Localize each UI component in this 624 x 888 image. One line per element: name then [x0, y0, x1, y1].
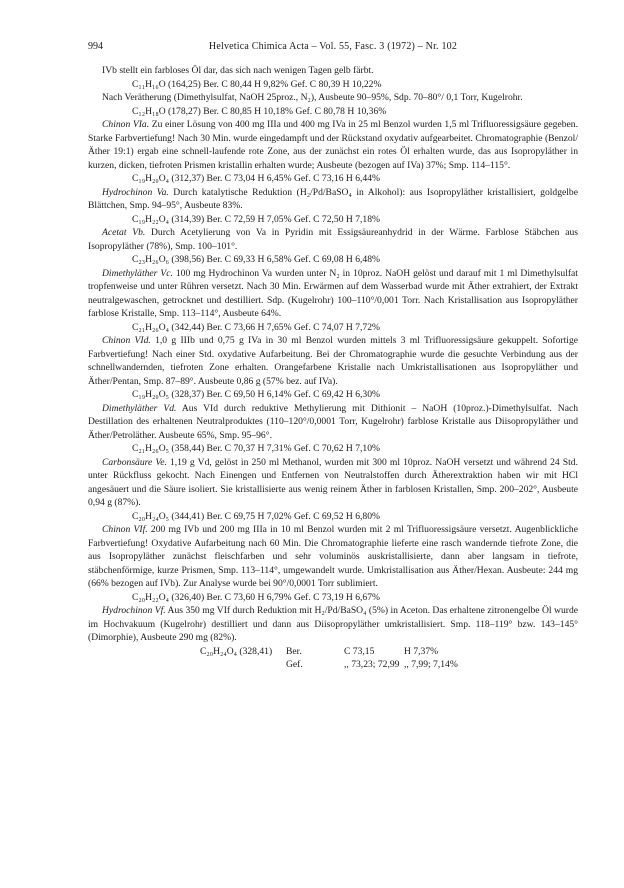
- experimental-paragraph: [88, 402, 578, 443]
- paragraph-text: 1,0 g IIIb und 0,75 g IVa in 30 ml Benzol wurden mittels 3 ml Trifluoressigsäure gekuppelt. Sofortige Farbvertiefung! Nach einer Std. oxydative Aufarbeitung. Bei der Chromatographie wurde die gesuchte Verbindung aus der schnellwandernden, tiefroten Zone erhalten. Orangefarbene Kristalle nach Umkristallisationen aus Isopropyläther und Äther/Pentan, Smp. 87–89°. Ausbeute 0,86 g (57% bez. auf IVa).: [88, 335, 579, 387]
- compound-heading: Dimethyläther Vc.: [102, 267, 173, 279]
- analysis-line: C₂₃H₂₆O₆ (398,56) Ber. C 69,33 H 6,58% Gef. C 69,08 H 6,48%: [132, 254, 381, 265]
- paragraph-text: Durch katalytische Reduktion (H₂/Pd/BaSO₄ in Alkohol): aus Isopropyläther kristallisiert, goldgelbe Blättchen, Smp. 94–95°, Ausbeute 83%.: [88, 186, 578, 211]
- running-title: Helvetica Chimica Acta – Vol. 55, Fasc. 3 (1972) – Nr. 102: [208, 41, 458, 52]
- experimental-paragraph: [88, 186, 578, 213]
- compound-heading: Carbonsäure Ve.: [102, 456, 167, 468]
- experimental-paragraph: [88, 456, 578, 510]
- analysis-label: Ber.: [286, 645, 302, 657]
- paragraph-text: Aus 350 mg VIf durch Reduktion mit H₂/Pd/BaSO₄ (5%) in Aceton. Das erhaltene zitronengelbe Öl wurde im Hochvakuum (Kugelrohr) destilliert und dann aus Diisopropyläther umkristallisiert. Smp. 118–119° bzw. 143–145° (Dimorphie), Ausbeute 290 mg (82%).: [88, 605, 579, 643]
- paragraph-text: Aus VId durch reduktive Methylierung mit Dithionit – NaOH (10proz.)-Dimethylsulfat. Nach Destillation des erhaltenen Neutralproduktes (110–120°/0,0001 Torr, Kugelrohr) farblose Kristalle aus Diisopropyläther und Äther/Petroläther. Ausbeute 65%, Smp. 95–96°.: [88, 402, 579, 441]
- analysis-line: C₂₁H₂₆O₄ (342,44) Ber. C 73,66 H 7,65% Gef. C 74,07 H 7,72%: [132, 321, 381, 333]
- analysis-line: C₁₁H₁₆O (164,25) Ber. C 80,44 H 9,82% Gef. C 80,39 H 10,22%: [132, 78, 382, 90]
- analysis-label: Gef.: [286, 659, 303, 670]
- analysis-formula: C₂₀H₂₄O₄ (328,41): [200, 645, 273, 657]
- analysis-line: C₁₉H₂₀O₅ (328,37) Ber. C 69,50 H 6,14% Gef. C 69,42 H 6,30%: [132, 389, 381, 400]
- analysis-line: C₂₁H₂₆O₅ (358,44) Ber. C 70,37 H 7,31% Gef. C 70,62 H 7,10%: [132, 443, 381, 454]
- paragraph-text: 1,19 g Vd, gelöst in 250 ml Methanol, wurden mit 300 ml 10proz. NaOH versetzt und während 24 Std. unter Rückfluss gekocht. Nach Einengen und Entfernen von Neutralstoffen durch Ätherextraktion haben wir mit HCl angesäuert und die Säure isoliert. Sie kristallisierte aus wenig reinem Äther in farblosen Kristallen, Smp. 200–202°, Ausbeute 0,94 g (87%).: [88, 456, 578, 508]
- experimental-paragraph: [88, 91, 578, 105]
- experimental-paragraph: [88, 334, 578, 388]
- analysis-line: C₂₀H₂₄O₅ (344,41) Ber. C 69,75 H 7,02% Gef. C 69,52 H 6,80%: [132, 510, 381, 522]
- analysis-line: C₁₉H₂₂O₄ (314,39) Ber. C 72,59 H 7,05% Gef. C 72,50 H 7,18%: [132, 213, 381, 225]
- experimental-section: [88, 64, 578, 645]
- compound-heading: Dimethyläther Vd.: [102, 402, 177, 414]
- analysis-hydrogen: ,, 7,99; 7,14%: [404, 659, 458, 670]
- paragraph-text: IVb stellt ein farbloses Öl dar, das sich nach wenigen Tagen gelb färbt.: [102, 65, 374, 76]
- analysis-line: C₂₀H₂₂O₄ (326,40) Ber. C 73,60 H 6,79% Gef. C 73,19 H 6,67%: [132, 591, 381, 603]
- compound-heading: Hydrochinon Va.: [102, 186, 169, 198]
- compound-heading: Chinon VId.: [102, 335, 151, 346]
- analysis-row-calculated: [200, 645, 578, 659]
- paragraph-text: Nach Verätherung (Dimethylsulfat, NaOH 25proz., N₂), Ausbeute 90–95%, Sdp. 70–80°/ 0,1 Torr, Kugelrohr.: [102, 92, 523, 103]
- final-elemental-analysis: [200, 645, 578, 672]
- experimental-paragraph: [88, 64, 578, 78]
- analysis-carbon: C 73,15: [344, 645, 375, 657]
- analysis-hydrogen: H 7,37%: [404, 645, 439, 657]
- compound-heading: Chinon VIa.: [102, 119, 150, 130]
- page-header: [88, 40, 578, 54]
- analysis-formula: [200, 658, 286, 672]
- analysis-carbon: ,, 73,23; 72,99: [344, 659, 400, 670]
- experimental-paragraph: [88, 523, 578, 591]
- analysis-line: C₁₉H₂₀O₄ (312,37) Ber. C 73,04 H 6,45% Gef. C 73,16 H 6,44%: [132, 173, 381, 184]
- experimental-paragraph: [88, 226, 578, 253]
- analysis-row-found: [200, 658, 578, 672]
- analysis-line: C₁₂H₁₈O (178,27) Ber. C 80,85 H 10,18% Gef. C 80,78 H 10,36%: [132, 105, 387, 117]
- compound-heading: Hydrochinon Vf.: [102, 605, 166, 616]
- compound-heading: Acetat Vb.: [102, 227, 146, 238]
- paragraph-text: Zu einer Lösung von 400 mg IIIa und 400 mg IVa in 25 ml Benzol wurden 1,5 ml Trifluoressigsäure gegeben. Starke Farbvertiefung! Nach 30 Min. wurde eingedampft und der Rückstand oxydativ aufgearbeitet. Chromatographie (Benzol/Äther 19:1) ergab eine schnell-laufende rote Zone, aus der zunächst ein rotes Öl erhalten wurde, das aus Isopropyläther in kurzen, dicken, tiefroten Prismen kristallin erhalten wurde; Ausbeute (bezogen auf IVa) 37%; Smp. 114–115°.: [88, 119, 578, 171]
- page-number: 994: [88, 41, 103, 52]
- paragraph-text: Durch Acetylierung von Va in Pyridin mit Essigsäureanhydrid in der Wärme. Farblose Stäbchen aus Isopropyläther (78%), Smp. 100–101°.: [88, 227, 578, 252]
- experimental-paragraph: [88, 267, 578, 321]
- paragraph-text: 100 mg Hydrochinon Va wurden unter N₂ in 10proz. NaOH gelöst und darauf mit 1 ml Dimethylsulfat tropfenweise und unter Rühren versetzt. Nach 30 Min. Erwärmen auf dem Wasserbad wurde mit Äther extrahiert, der Extrakt neutralgewaschen, getrocknet und destilliert. Sdp. (Kugelrohr) 100–110°/0,001 Torr. Nach Kristallisation aus Isopropyläther farblose Kristalle, Smp. 113–114°, Ausbeute 64%.: [88, 267, 578, 319]
- experimental-paragraph: [88, 118, 578, 172]
- compound-heading: Chinon VIf.: [102, 524, 148, 535]
- paragraph-text: 200 mg IVb und 200 mg IIIa in 10 ml Benzol wurden mit 2 ml Trifluoressigsäure versetzt. Augenblickliche Farbvertiefung! Oxydative Aufarbeitung nach 60 Min. Die Chromatographie lieferte eine rasch wandernde tiefrote Zone, die aus Isopropyläther zunächst fleischfarben und sehr voluminös auskristallisierte, dann aber langsam in tiefrote, stäbchenförmige, kurze Prismen, Smp. 113–114°, umgewandelt wurde. Umkristallisation aus Äther/Hexan. Ausbeute: 244 mg (66% bezogen auf IVb). Zur Analyse wurde bei 90°/0,0001 Torr sublimiert.: [88, 524, 578, 589]
- experimental-paragraph: [88, 604, 578, 645]
